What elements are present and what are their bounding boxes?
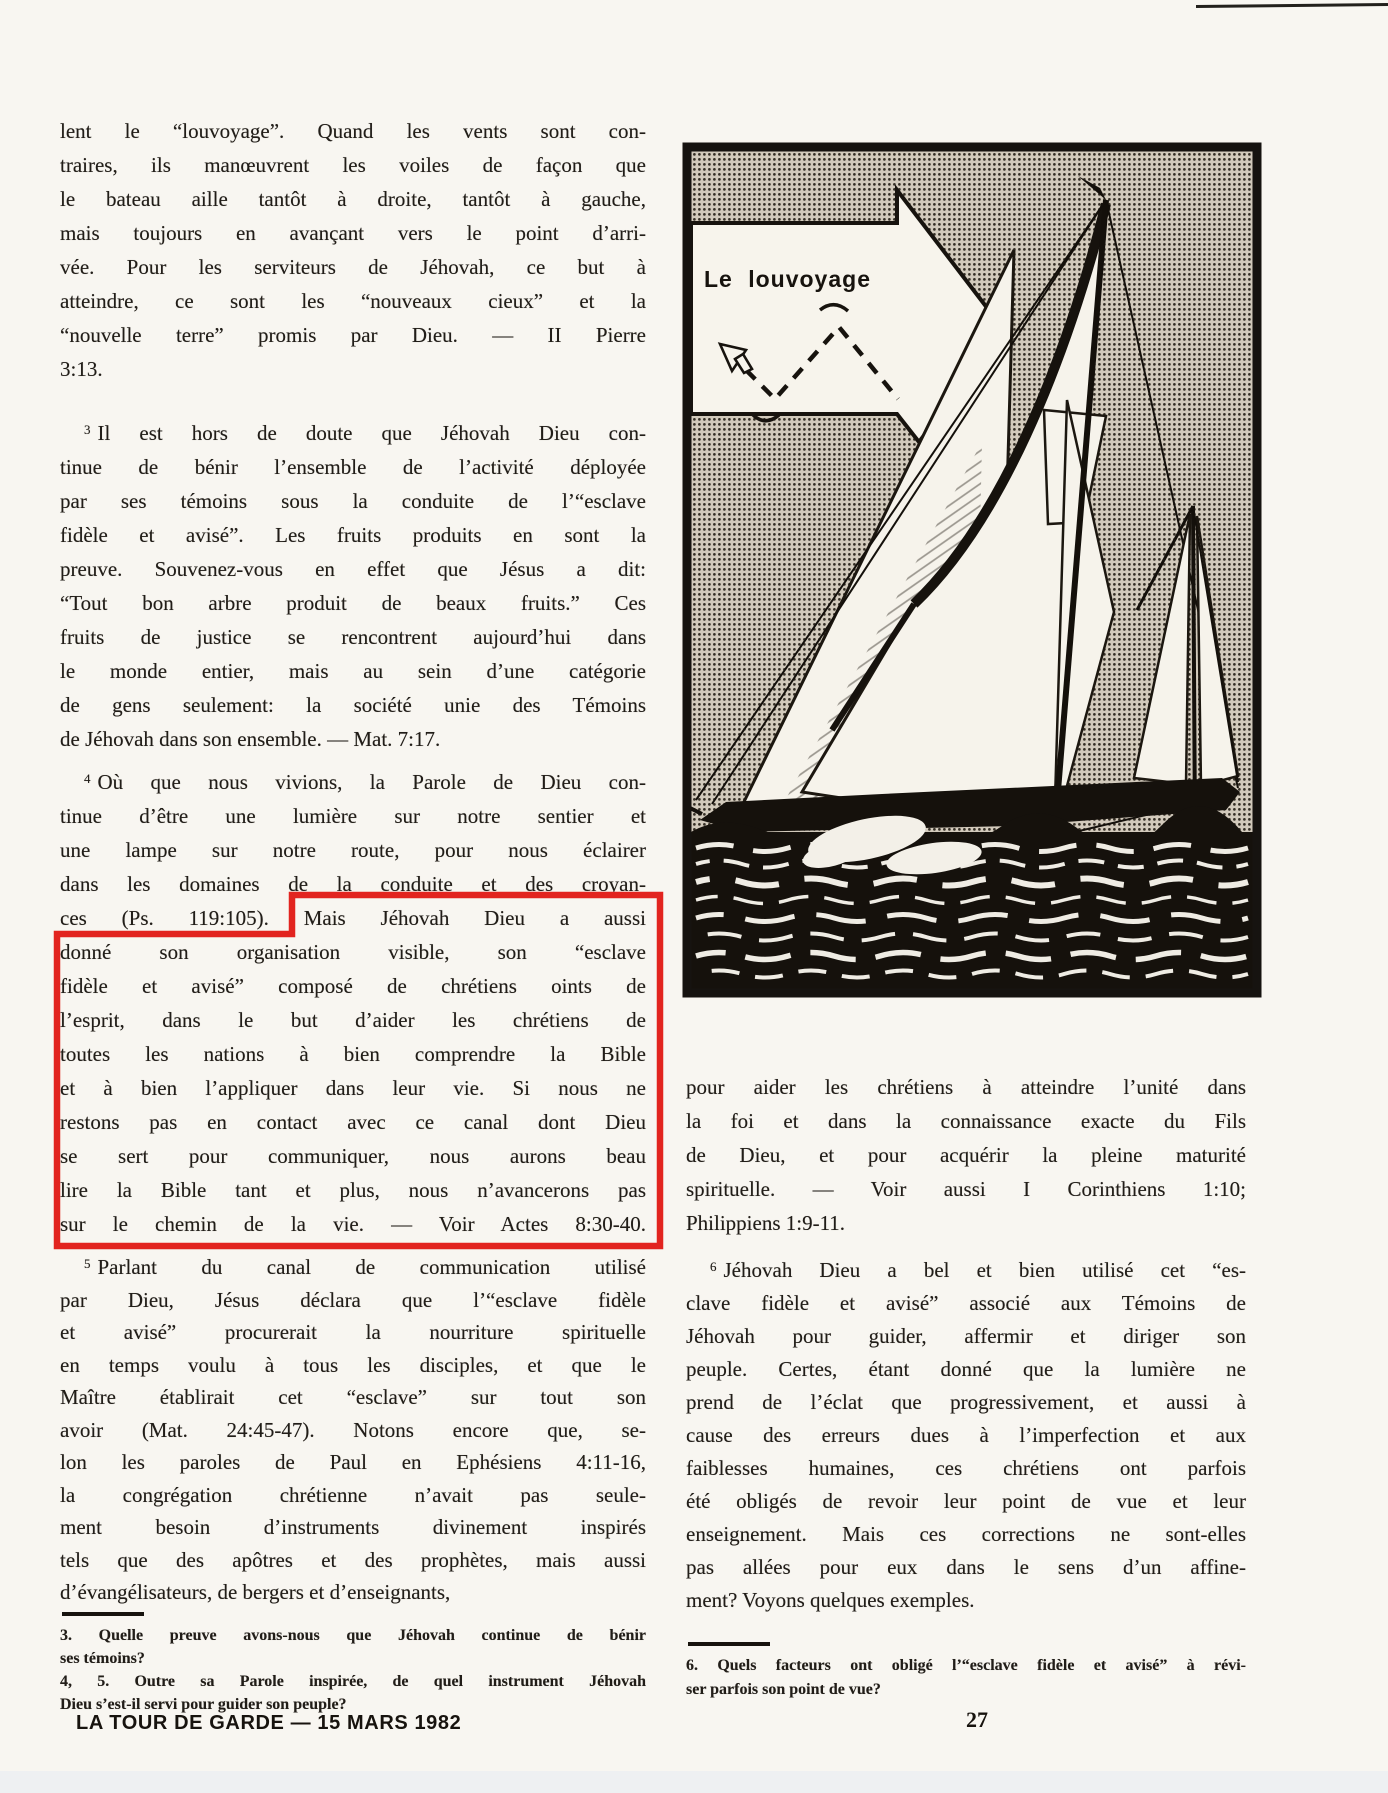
sea — [691, 806, 1253, 989]
paragraph-number: 4 — [84, 771, 91, 786]
text-line: faiblesses humaines, ces chrétiens ont parfois — [686, 1456, 1246, 1480]
text-line: restons pas en contact avec ce canal dont Dieu — [60, 1110, 646, 1134]
text-line-content: Où que nous vivions, la Parole de Dieu con- — [97, 770, 646, 794]
footnote-line: ser parfois son point de vue? — [686, 1681, 881, 1698]
text-line: lent le “louvoyage”. Quand les vents sont con- — [60, 119, 646, 143]
left-column — [60, 114, 646, 1609]
text-line: par Dieu, Jésus déclara que l’“esclave fidèle — [60, 1287, 646, 1312]
footnote-line: 3. Quelle preuve avons-nous que Jéhovah continue de bénir — [60, 1627, 646, 1644]
paragraph-p6 — [686, 1254, 1246, 1617]
text-line: et avisé” procurerait la nourriture spirituelle — [60, 1320, 646, 1344]
footnote-line: 4, 5. Outre sa Parole inspirée, de quel instrument Jéhovah — [60, 1673, 646, 1690]
text-line: tinue d’être une lumière sur notre sentier et — [60, 804, 646, 828]
text-line-content: Il est hors de doute que Jéhovah Dieu con- — [97, 421, 646, 445]
text-line: par ses témoins sous la conduite de l’“esclave — [60, 489, 646, 513]
text-line: la congrégation chrétienne n’avait pas seule- — [60, 1482, 646, 1507]
text-line: peuple. Certes, étant donné que la lumière ne — [686, 1357, 1246, 1381]
footnote-line: ses témoins? — [60, 1650, 145, 1667]
text-line: de gens seulement: la société unie des Témoins — [60, 693, 646, 717]
text-line: enseignement. Mais ces corrections ne sont-elles — [686, 1522, 1246, 1546]
paragraph-p3 — [60, 416, 646, 756]
text-line: fidèle et avisé”. Les fruits produits en sont la — [60, 523, 646, 547]
text-line: pour aider les chrétiens à atteindre l’unité dans — [686, 1075, 1246, 1099]
paragraph-p2 — [60, 114, 646, 386]
text-line: preuve. Souvenez-vous en effet que Jésus a dit: — [60, 557, 646, 581]
paragraph-cont — [686, 1070, 1246, 1240]
journal-footer: LA TOUR DE GARDE — 15 MARS 1982 — [76, 1712, 462, 1734]
text-line: de Jéhovah dans son ensemble. — Mat. 7:17. — [60, 727, 441, 751]
text-line: fruits de justice se rencontrent aujourd’hui dans — [60, 625, 646, 649]
footnote-line: Dieu s’est-il servi pour guider son peuple? — [60, 1696, 347, 1713]
text-line: Jéhovah pour guider, affermir et diriger son — [686, 1324, 1246, 1348]
text-line: Maître établirait cet “esclave” sur tout son — [60, 1385, 646, 1409]
text-line: traires, ils manœuvrent les voiles de façon que — [60, 153, 646, 177]
text-line: cause des erreurs dues à l’imperfection et aux — [686, 1423, 1246, 1447]
footnotes-left — [60, 1612, 646, 1716]
text-line: mais toujours en avançant vers le point d’arri- — [60, 221, 646, 245]
text-line: prend de l’éclat que progressivement, et aussi à — [686, 1390, 1246, 1414]
text-line: lire la Bible tant et plus, nous n’avancerons pas — [60, 1178, 646, 1202]
text-line: sur le chemin de la vie. — Voir Actes 8:30-40. — [60, 1212, 646, 1236]
footnote-line: 6. Quels facteurs ont obligé l’“esclave fidèle et avisé” à révi- — [686, 1657, 1246, 1674]
scan-artifact-line — [1196, 3, 1388, 8]
text-line: clave fidèle et avisé” associé aux Témoins de — [686, 1291, 1246, 1315]
text-line: avoir (Mat. 24:45-47). Notons encore que, se- — [60, 1417, 646, 1442]
footnotes-right — [686, 1642, 1246, 1702]
text-line: spirituelle. — Voir aussi I Corinthiens 1:10; — [686, 1177, 1246, 1201]
text-line: le bateau aille tantôt à droite, tantôt à gauche, — [60, 187, 646, 211]
text-line: ment besoin d’instruments divinement inspirés — [60, 1515, 646, 1539]
text-line: toutes les nations à bien comprendre la Bible — [60, 1042, 646, 1066]
text-line: et à bien l’appliquer dans leur vie. Si nous ne — [60, 1076, 646, 1100]
text-line: la foi et dans la connaissance exacte du Fils — [686, 1109, 1246, 1133]
paragraph-number: 6 — [710, 1259, 717, 1274]
text-line — [60, 1251, 646, 1284]
text-line: été obligés de revoir leur point de vue et leur — [686, 1489, 1246, 1513]
footnote-rule — [62, 1612, 144, 1616]
text-line: se sert pour communiquer, nous aurons beau — [60, 1144, 646, 1168]
right-column — [686, 1070, 1246, 1617]
text-line: atteindre, ce sont les “nouveaux cieux” et la — [60, 289, 646, 313]
sailboat-illustration — [682, 142, 1262, 998]
text-line: de Dieu, et pour acquérir la pleine maturité — [686, 1143, 1246, 1167]
text-line: l’esprit, dans le but d’aider les chrétiens de — [60, 1008, 646, 1032]
text-line: lon les paroles de Paul en Ephésiens 4:11-16, — [60, 1450, 646, 1474]
text-line-content: Parlant du canal de communication utilisé — [97, 1255, 646, 1279]
paragraph-p5 — [60, 1251, 646, 1609]
text-line: “Tout bon arbre produit de beaux fruits.” Ces — [60, 591, 646, 615]
text-line: 3:13. — [60, 357, 103, 381]
text-line: Philippiens 1:9-11. — [686, 1211, 846, 1235]
page-number: 27 — [966, 1707, 988, 1732]
text-line: ces (Ps. 119:105). Mais Jéhovah Dieu a aussi — [60, 906, 646, 930]
text-line: dans les domaines de la conduite et des croyan- — [60, 872, 646, 896]
text-line — [686, 1254, 1246, 1287]
text-line: une lampe sur notre route, pour nous éclairer — [60, 838, 646, 862]
text-line — [60, 416, 646, 450]
paragraph-number: 3 — [84, 422, 91, 437]
scan-edge-strip — [0, 1771, 1388, 1793]
text-line: tels que des apôtres et des prophètes, mais aussi — [60, 1547, 646, 1572]
text-line: pas allées pour eux dans le sens d’un affine- — [686, 1555, 1246, 1579]
paragraph-number: 5 — [84, 1256, 91, 1271]
text-line: tinue de bénir l’ensemble de l’activité déployée — [60, 455, 646, 479]
text-line: vée. Pour les serviteurs de Jéhovah, ce but à — [60, 255, 646, 279]
text-line: ment? Voyons quelques exemples. — [686, 1588, 975, 1612]
illustration-label: Le louvoyage — [704, 266, 871, 292]
footnote-rule — [688, 1642, 770, 1646]
text-line: fidèle et avisé” composé de chrétiens oints de — [60, 974, 646, 998]
text-line-content: Jéhovah Dieu a bel et bien utilisé cet “es- — [723, 1258, 1246, 1282]
text-line: en temps voulu à tous les disciples, et que le — [60, 1352, 646, 1377]
text-line: donné son organisation visible, son “esclave — [60, 940, 646, 964]
text-line: d’évangélisateurs, de bergers et d’enseignants, — [60, 1580, 451, 1604]
paragraph-p4 — [60, 765, 646, 1241]
text-line: “nouvelle terre” promis par Dieu. — II Pierre — [60, 323, 646, 347]
text-line: le monde entier, mais au sein d’une catégorie — [60, 659, 646, 683]
text-line — [60, 765, 646, 799]
